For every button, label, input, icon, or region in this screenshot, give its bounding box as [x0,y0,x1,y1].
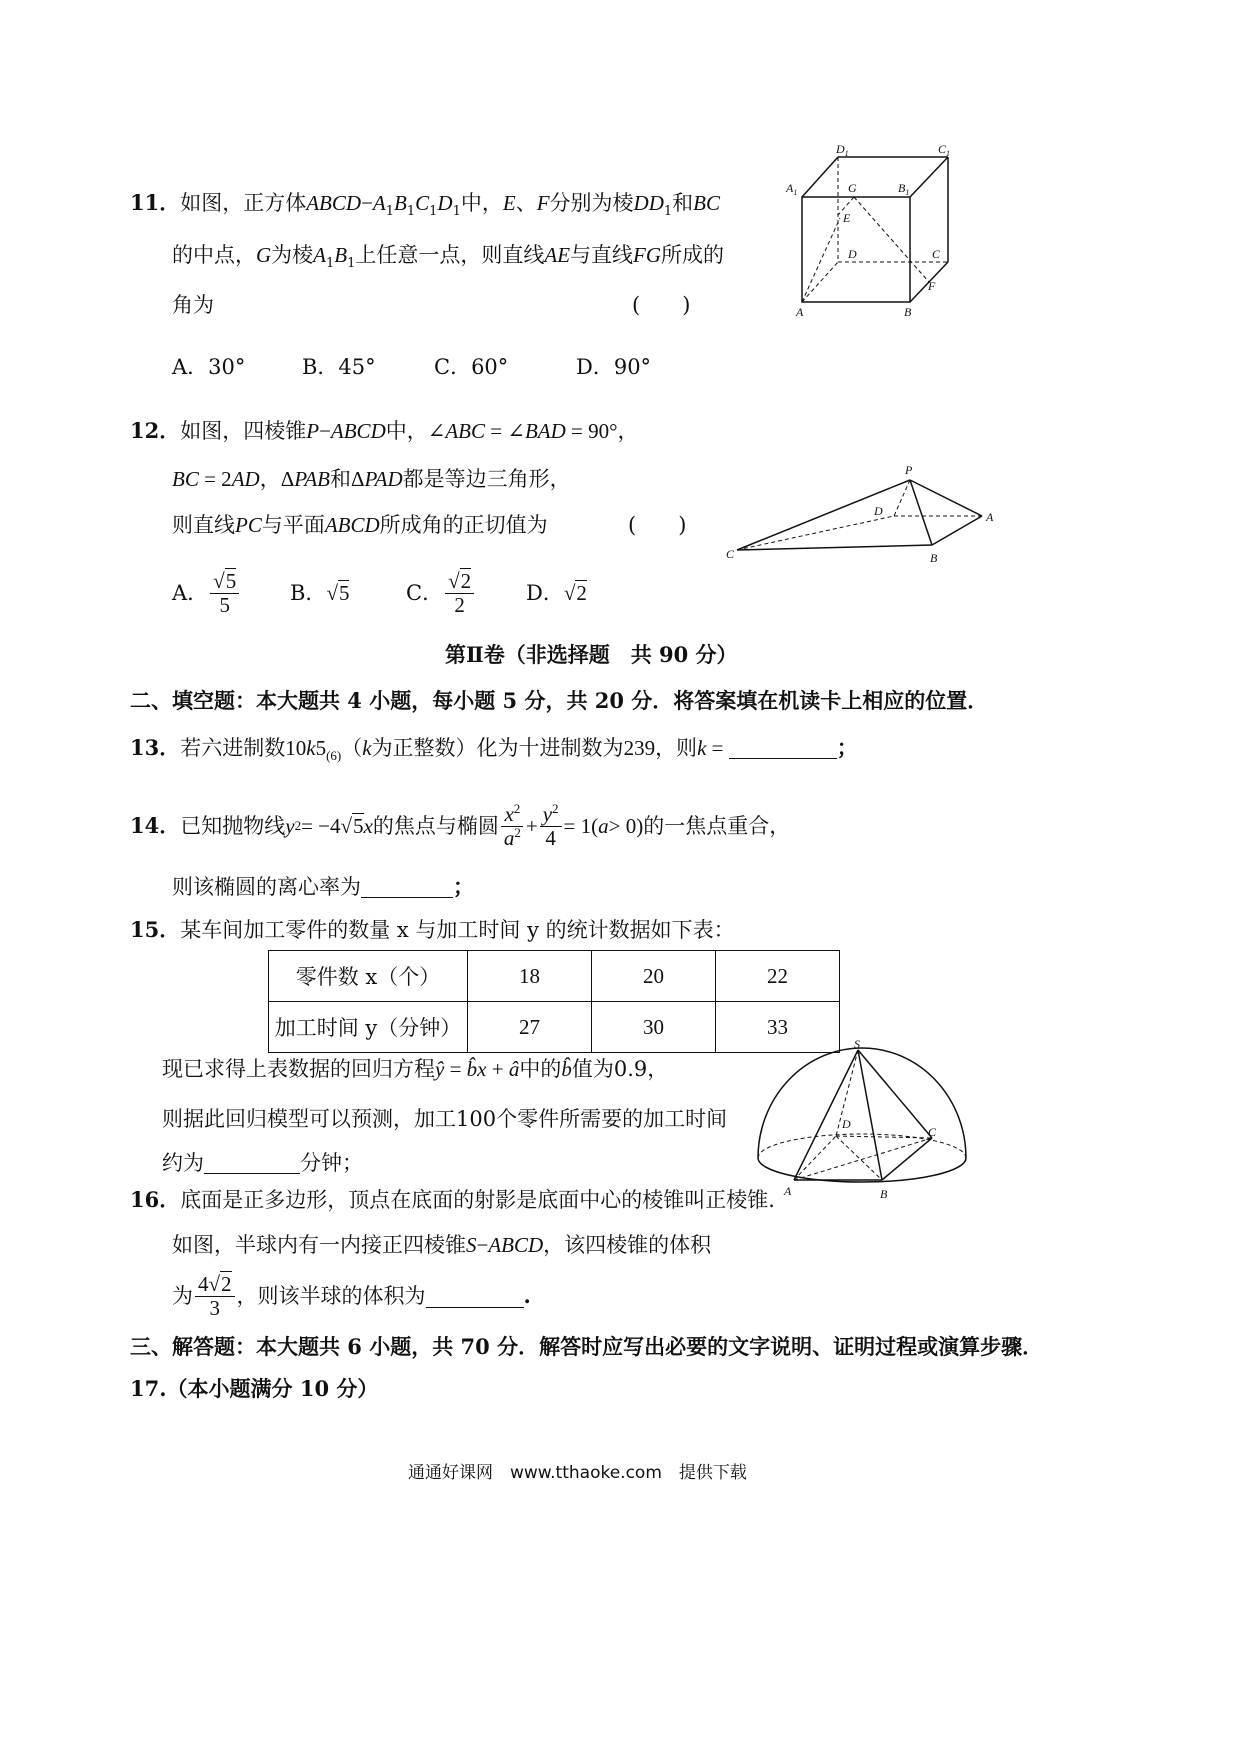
label-A1: $A_1$ [786,181,798,197]
q16-answer-blank[interactable] [426,1285,524,1308]
q12-line2: BC = 2AD，ΔPAB和ΔPAD都是等边三角形， [172,467,571,491]
label-P: P [905,463,913,477]
q16-line1: 16．底面是正多边形，顶点在底面的射影是底面中心的棱锥叫正棱锥. [130,1187,775,1212]
q16-number: 16． [130,1187,181,1212]
label-D1: $D_1$ [836,142,849,158]
label-A: A [784,1184,792,1198]
q11-number: 11． [130,190,181,215]
q12-pyramid-figure [722,458,1012,570]
q13-answer-blank[interactable] [729,736,837,759]
q12-option-a: A． $\frac{√5}{5}$ [172,563,241,623]
q12-line1: 12．如图，四棱锥P−ABCD中，∠ABC = ∠BAD = 90°， [130,418,639,443]
label-B: B [904,305,912,319]
q15-answer-blank[interactable] [204,1151,300,1174]
q15-data-table [268,950,840,1053]
table-row: 零件数 x（个） 18 20 22 [269,951,840,1002]
q11-line2: 的中点，G为棱$A_1B_1$上任意一点，则直线AE与直线FG所成的 [172,243,725,272]
q16-hemisphere-figure [752,1040,974,1202]
q12-option-d: D． √2 [526,581,587,605]
label-G: G [848,181,857,195]
q14-line2: 则该椭圆的离心率为 ； [172,874,474,899]
q13-number: 13． [130,735,181,760]
label-F: F [928,279,936,293]
label-C: C [726,547,735,561]
q16-line2: 如图，半球内有一内接正四棱锥S−ABCD，该四棱锥的体积 [172,1233,712,1257]
q15-line1: 15．某车间加工零件的数量 x 与加工时间 y 的统计数据如下表： [130,917,735,942]
q11-answer-paren: ( ) [632,293,691,317]
label-C: C [928,1125,937,1139]
q14-line1: 14． 已知抛物线 y 2 = −4 √5 x 的焦点与椭圆 $\frac{x^2}{a^2}$ + $\frac{y^2}{4}$ = 1( a > 0) 的一焦点重合， [130,801,791,850]
label-C1: $C_1$ [938,142,951,158]
q12-number: 12． [130,418,181,443]
q12-option-c: C． $\frac{√2}{2}$ [406,563,476,623]
q11-option-a: A．30° [172,355,246,379]
q11-option-c: C．60° [434,355,509,379]
q15-number: 15． [130,917,181,942]
part2-title: 第Ⅱ卷（非选择题 共 90 分） [445,642,738,667]
table-row: 加工时间 y（分钟） 27 30 33 [269,1002,840,1053]
q12-line3: 则直线PC与平面ABCD所成角的正切值为 [172,513,548,537]
label-C: C [932,247,941,261]
label-A: A [986,510,994,524]
q15-line4: 约为 分钟； [162,1151,363,1175]
q15-line2: 现已求得上表数据的回归方程ŷ = b̂x + â中的b̂值为0.9， [162,1057,669,1081]
q16-line3: 为 $\frac{4√2}{3}$ ，则该半球的体积为 . [172,1272,531,1320]
q12-answer-paren: ( ) [628,513,687,537]
label-D: D [874,504,883,518]
q14-answer-blank[interactable] [361,875,453,898]
q13-line: 13．若六进制数$10k5_{(6)}(k$为正整数）化为十进制数为239，则k = ； [130,735,858,764]
q17-heading: 17.（本小题满分 10 分） [130,1376,379,1401]
label-S: S [854,1040,860,1051]
label-D: D [842,1117,851,1131]
q11-option-b: B．45° [302,355,376,379]
label-A: A [796,305,804,319]
label-B: B [880,1187,888,1201]
q11-option-d: D．90° [576,355,652,379]
label-B: B [930,551,938,565]
label-E: E [843,211,851,225]
q12-option-b: B． √5 [290,581,350,605]
label-B1: $B_1$ [898,181,910,197]
section2-heading: 二、填空题：本大题共 4 小题，每小题 5 分，共 20 分．将答案填在机读卡上相应的位置． [130,688,989,713]
label-D: D [848,247,857,261]
q14-number: 14． [130,813,181,838]
q15-line3: 则据此回归模型可以预测，加工100个零件所需要的加工时间 [162,1107,728,1131]
q11-cube-figure [780,140,970,330]
q11-line3: 角为 [172,293,214,317]
section3-heading: 三、解答题：本大题共 6 小题，共 70 分．解答时应写出必要的文字说明、证明过程或演算步骤． [130,1334,1044,1359]
q11-line1: 11．如图，正方体$ABCD-A_1B_1C_1D_1$中，E、F分别为棱$DD_1$和BC [130,190,720,220]
page-footer: 通通好课网 www.tthaoke.com 提供下载 [408,1463,747,1483]
